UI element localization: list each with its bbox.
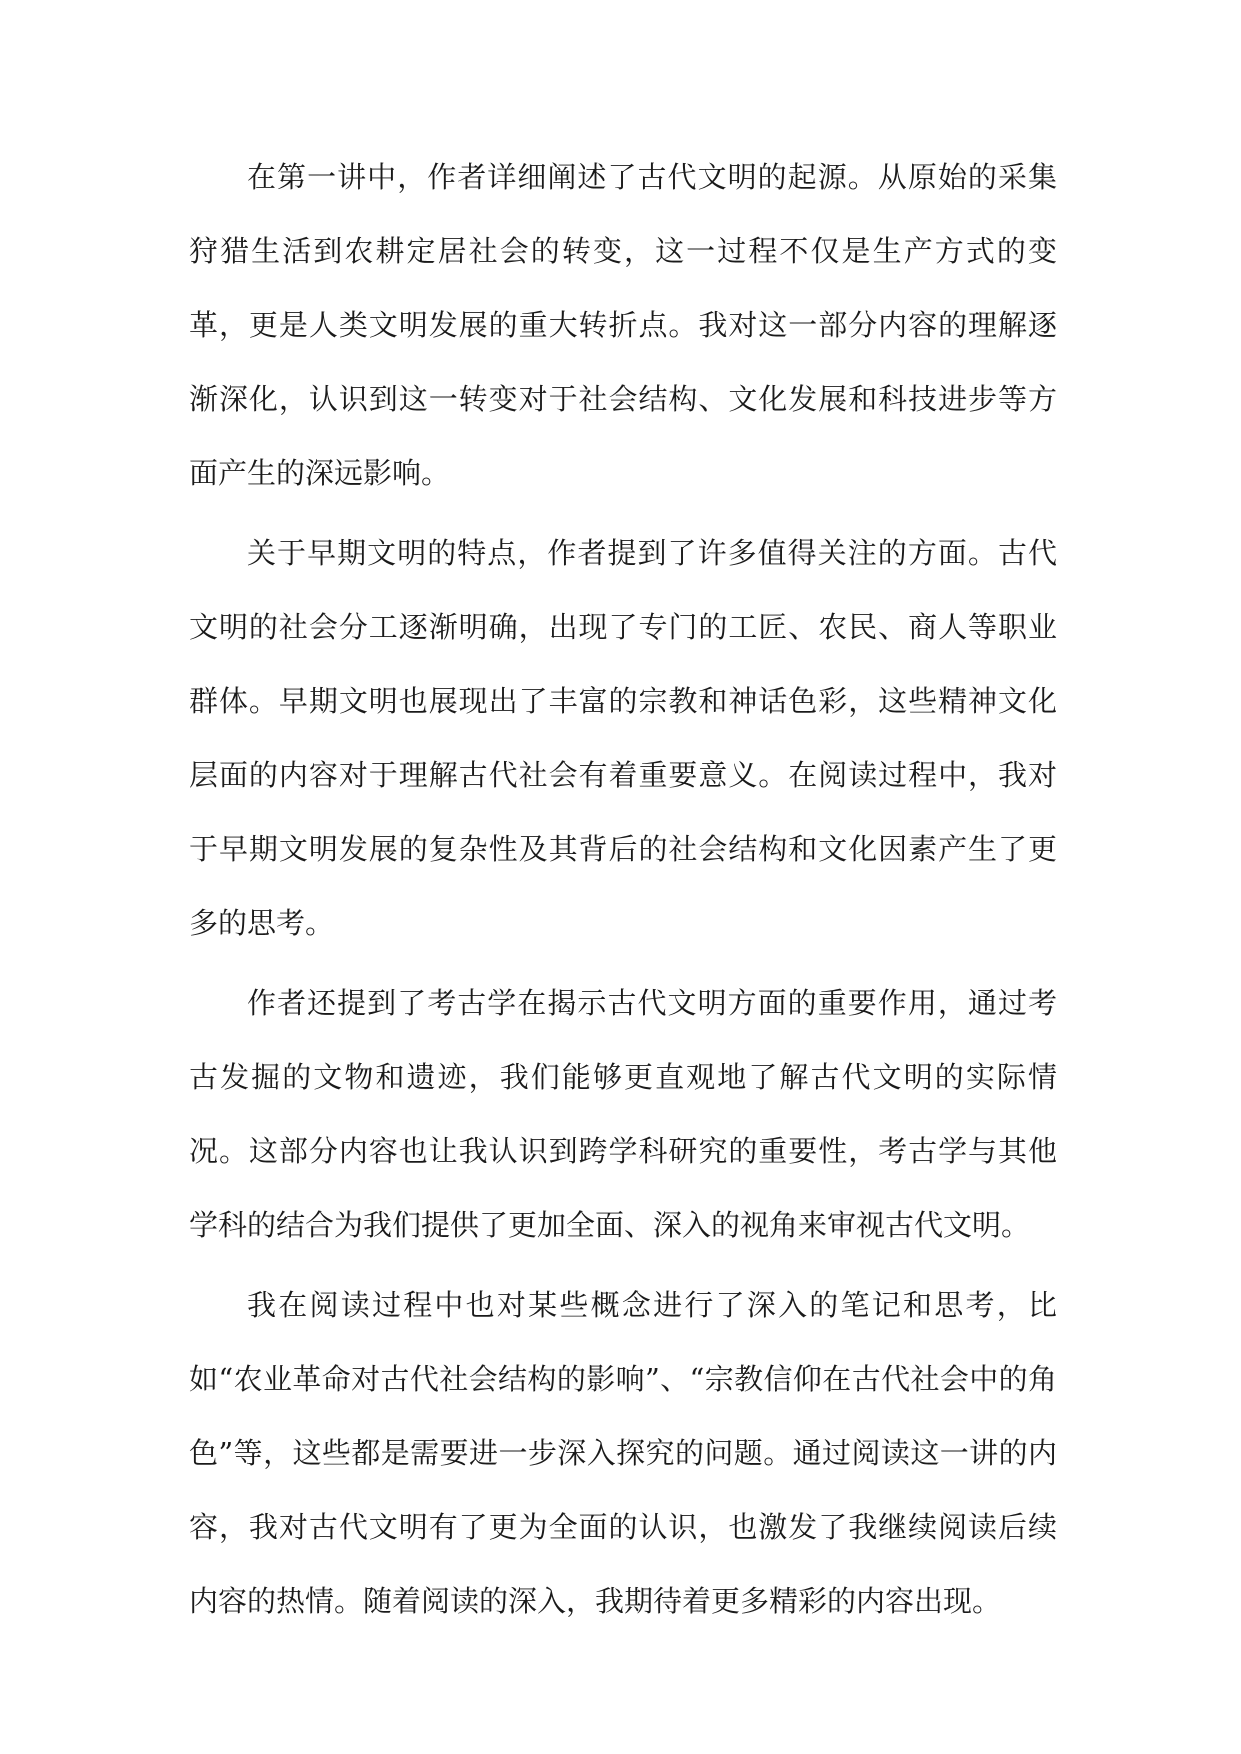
paragraph-1: 在第一讲中，作者详细阐述了古代文明的起源。从原始的采集狩猎生活到农耕定居社会的转变，这一过程不仅是生产方式的变革，更是人类文明发展的重大转折点。我对这一部分内容的理解逐渐深化，认识到这一转变对于社会结构、文化发展和科技进步等方面产生的深远影响。 (189, 160, 1057, 490)
paragraph-2: 关于早期文明的特点，作者提到了许多值得关注的方面。古代文明的社会分工逐渐明确，出现了专门的工匠、农民、商人等职业群体。早期文明也展现出了丰富的宗教和神话色彩，这些精神文化层面的内容对于理解古代社会有着重要意义。在阅读过程中，我对于早期文明发展的复杂性及其背后的社会结构和文化因素产生了更多的思考。 (189, 536, 1057, 940)
body-text (189, 140, 1057, 1644)
paragraph-4: 我在阅读过程中也对某些概念进行了深入的笔记和思考，比如“农业革命对古代社会结构的影响”、“宗教信仰在古代社会中的角色”等，这些都是需要进一步深入探究的问题。通过阅读这一讲的内容，我对古代文明有了更为全面的认识，也激发了我继续阅读后续内容的热情。随着阅读的深入，我期待着更多精彩的内容出现。 (189, 1288, 1057, 1618)
paragraph-3: 作者还提到了考古学在揭示古代文明方面的重要作用，通过考古发掘的文物和遗迹，我们能够更直观地了解古代文明的实际情况。这部分内容也让我认识到跨学科研究的重要性，考古学与其他学科的结合为我们提供了更加全面、深入的视角来审视古代文明。 (189, 986, 1057, 1242)
